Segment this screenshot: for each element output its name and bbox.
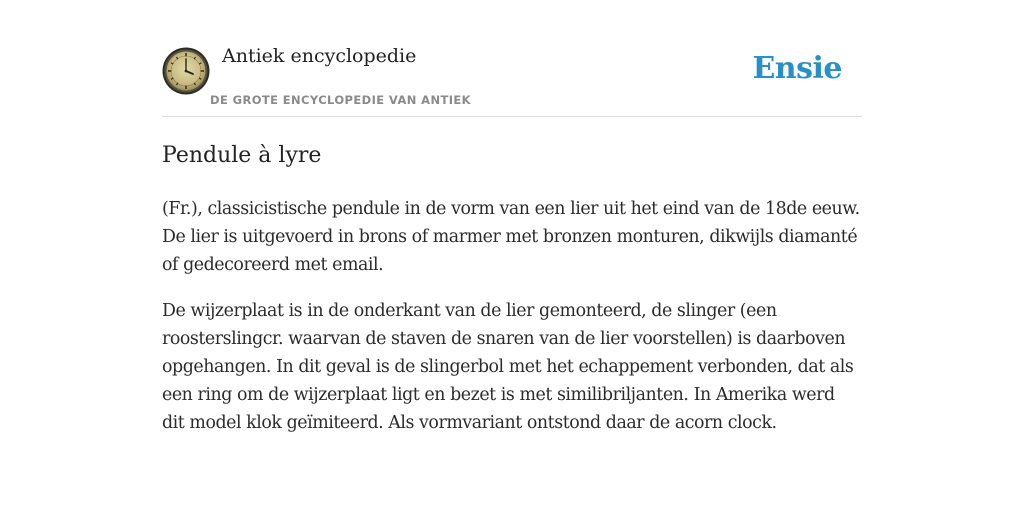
site-title[interactable]: Antiek encyclopedie: [222, 45, 417, 67]
site-header: [162, 0, 862, 117]
brand-logo[interactable]: Ensie: [752, 51, 842, 86]
article-title: Pendule à lyre: [162, 143, 322, 168]
article-paragraph: De wijzerplaat is in de onderkant van de lier gemonteerd, de slinger (een roosterslingcr. waarvan de staven de snaren van de lier voorstellen) is daarboven opgehangen. In dit geval is de slingerbol met het echappement verbonden, dat als een ring om de wijzerplaat ligt en bezet is met similibriljanten. In Amerika werd dit model klok geïmiteerd. Als vormvariant ontstond daar de acorn clock.: [162, 301, 854, 433]
site-subtitle: DE GROTE ENCYCLOPEDIE VAN ANTIEK: [210, 93, 471, 107]
content-container: [162, 0, 862, 437]
article-paragraph: (Fr.), classicistische pendule in de vorm van een lier uit het eind van de 18de eeuw. De lier is uitgevoerd in brons of marmer met bronzen monturen, dikwijls diamanté of gedecoreerd met email.: [162, 199, 860, 275]
clock-icon[interactable]: [162, 47, 210, 95]
